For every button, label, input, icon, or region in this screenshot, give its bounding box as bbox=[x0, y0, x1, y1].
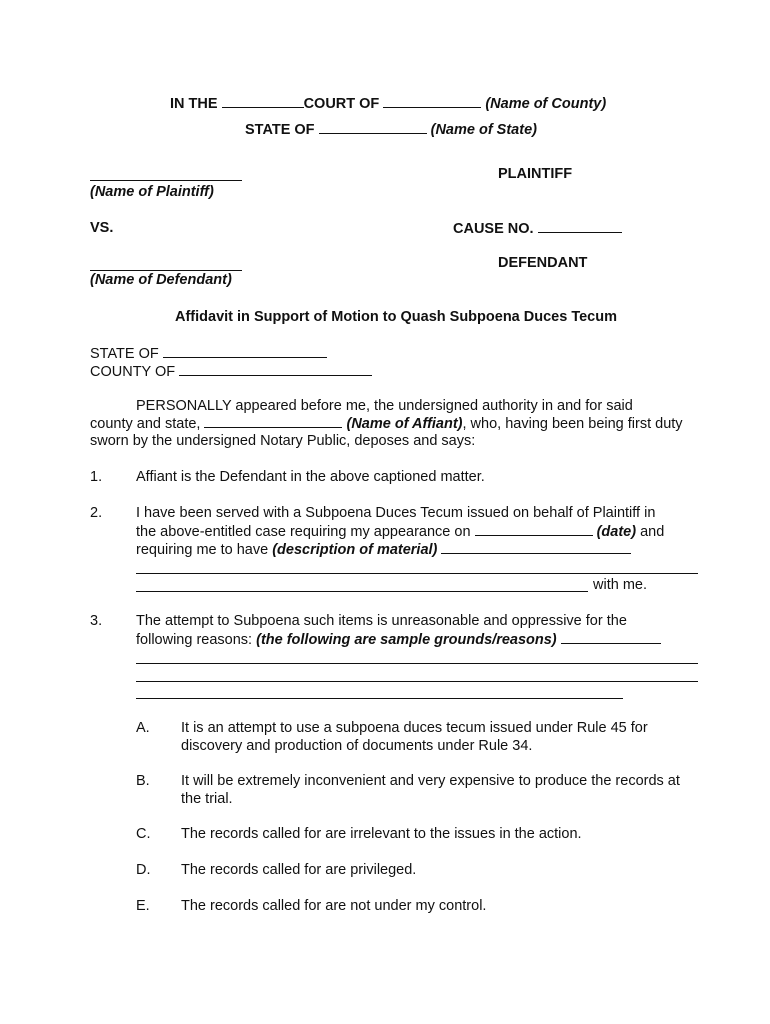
item-text bbox=[136, 540, 631, 559]
county-name-blank[interactable] bbox=[383, 94, 481, 108]
reason-text: The records called for are not under my control. bbox=[181, 898, 487, 914]
requiring-text: requiring me to have bbox=[136, 542, 269, 558]
reason-letter: B. bbox=[136, 773, 150, 789]
venue-state-label: STATE OF bbox=[90, 346, 159, 362]
item-number: 3. bbox=[90, 613, 103, 629]
reasons-blank-line[interactable] bbox=[136, 698, 623, 699]
item-number: 2. bbox=[90, 505, 103, 521]
venue-county-blank[interactable] bbox=[179, 362, 372, 376]
material-hint: (description of material) bbox=[272, 542, 438, 558]
intro-line-1: PERSONALLY appeared before me, the undersigned authority in and for said bbox=[136, 398, 633, 414]
venue-county-label: COUNTY OF bbox=[90, 364, 176, 380]
cause-no-label: CAUSE NO. bbox=[453, 221, 534, 237]
reason-letter: C. bbox=[136, 826, 151, 842]
item-text bbox=[136, 630, 661, 649]
county-name-hint: (Name of County) bbox=[485, 96, 607, 112]
reason-letter: D. bbox=[136, 862, 151, 878]
reasons-hint: (the following are sample grounds/reasons) bbox=[256, 632, 557, 648]
appearance-date-blank[interactable] bbox=[475, 522, 593, 536]
with-me-text: with me. bbox=[593, 577, 647, 593]
reason-text: The records called for are privileged. bbox=[181, 862, 417, 878]
state-of-label: STATE OF bbox=[245, 122, 315, 138]
reasons-blank[interactable] bbox=[561, 630, 661, 644]
item-text: The attempt to Subpoena such items is unreasonable and oppressive for the bbox=[136, 613, 627, 629]
intro-line-2 bbox=[90, 414, 683, 433]
reason-text: It is an attempt to use a subpoena duces tecum issued under Rule 45 for bbox=[181, 720, 648, 736]
state-name-hint: (Name of State) bbox=[430, 122, 537, 138]
reasons-blank-line[interactable] bbox=[136, 681, 698, 682]
material-blank-line[interactable] bbox=[136, 573, 698, 574]
reason-letter: E. bbox=[136, 898, 150, 914]
reason-text: The records called for are irrelevant to the issues in the action. bbox=[181, 826, 582, 842]
and-text: and bbox=[640, 524, 665, 540]
affiant-name-blank[interactable] bbox=[204, 414, 342, 428]
state-caption-line bbox=[245, 120, 537, 139]
item-text bbox=[136, 522, 664, 541]
vs-label: VS. bbox=[90, 220, 114, 236]
cause-number-line bbox=[453, 219, 622, 238]
reason-letter: A. bbox=[136, 720, 150, 736]
following-reasons-text: following reasons: bbox=[136, 632, 253, 648]
plaintiff-name-blank[interactable] bbox=[90, 180, 242, 181]
item-text: I have been served with a Subpoena Duces Tecum issued on behalf of Plaintiff in bbox=[136, 505, 656, 521]
reasons-blank-line[interactable] bbox=[136, 663, 698, 664]
plaintiff-label: PLAINTIFF bbox=[498, 166, 573, 182]
material-blank-line[interactable] bbox=[136, 591, 588, 592]
document-title: Affidavit in Support of Motion to Quash Subpoena Duces Tecum bbox=[175, 309, 617, 325]
date-hint: (date) bbox=[596, 524, 637, 540]
court-caption-line bbox=[170, 94, 606, 113]
state-name-blank[interactable] bbox=[319, 120, 427, 134]
item-text: Affiant is the Defendant in the above captioned matter. bbox=[136, 469, 485, 485]
cause-number-blank[interactable] bbox=[538, 219, 622, 233]
venue-state-blank[interactable] bbox=[163, 344, 327, 358]
item-number: 1. bbox=[90, 469, 103, 485]
defendant-name-hint: (Name of Defendant) bbox=[90, 272, 232, 288]
defendant-label: DEFENDANT bbox=[498, 255, 588, 271]
plaintiff-name-hint: (Name of Plaintiff) bbox=[90, 184, 214, 200]
reason-text: discovery and production of documents under Rule 34. bbox=[181, 738, 533, 754]
venue-county-line bbox=[90, 362, 372, 381]
court-name-blank[interactable] bbox=[222, 94, 304, 108]
appearance-text: the above-entitled case requiring my appearance on bbox=[136, 524, 471, 540]
intro-county-state-text: county and state, bbox=[90, 416, 201, 432]
affiant-name-hint: (Name of Affiant) bbox=[346, 416, 463, 432]
in-the-label: IN THE bbox=[170, 96, 218, 112]
court-of-label: COURT OF bbox=[303, 96, 380, 112]
intro-line-3: sworn by the undersigned Notary Public, deposes and says: bbox=[90, 433, 476, 449]
intro-duty-text: , who, having been being first duty bbox=[462, 416, 683, 432]
material-blank[interactable] bbox=[441, 540, 631, 554]
reason-text: It will be extremely inconvenient and very expensive to produce the records at bbox=[181, 773, 680, 789]
reason-text: the trial. bbox=[181, 791, 233, 807]
venue-state-line bbox=[90, 344, 327, 363]
